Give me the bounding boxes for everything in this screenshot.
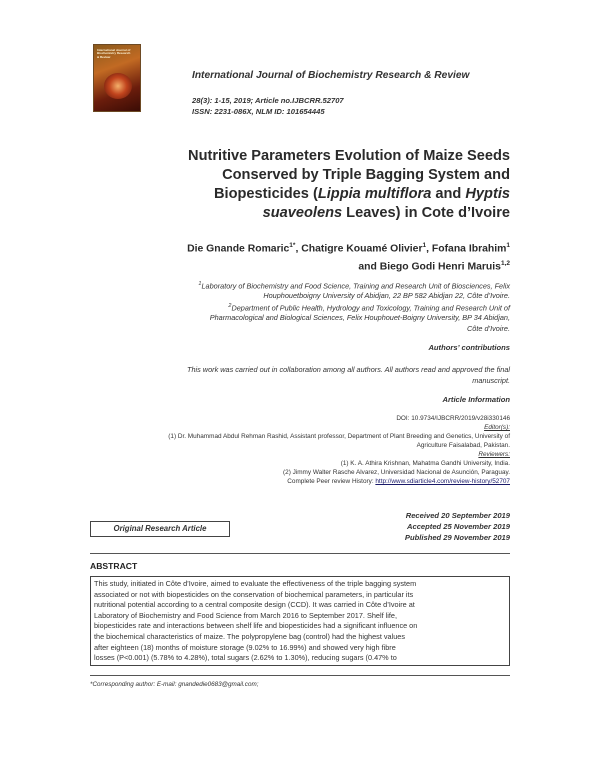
corresponding-author: *Corresponding author: E-mail: gnandedie0683@gmail.com;: [90, 681, 259, 688]
journal-name: International Journal of Biochemistry Research & Review: [192, 70, 470, 81]
abstract-box: [90, 576, 510, 666]
abstract-line: after eighteen (18) months of moisture storage (9.02% to 16.99%) and showed very high fibre: [94, 642, 396, 652]
cover-title-line: International Journal of: [97, 48, 131, 52]
received-date: Received 20 September 2019: [405, 511, 510, 520]
editors-label: Editor(s):: [484, 424, 510, 431]
accepted-date: Accepted 25 November 2019: [407, 522, 510, 531]
journal-cover-image: [93, 44, 141, 112]
doi: DOI: 10.9734/IJBCRR/2019/v28i330146: [396, 415, 510, 422]
contributions-line: manuscript.: [472, 376, 510, 385]
article-info-heading: Article Information: [442, 395, 510, 404]
contributions-line: This work was carried out in collaboration among all authors. All authors read and approved the final: [187, 365, 510, 374]
affiliation-2: $^2$Department of Public Health, Hydrology and Toxicology, Training and Research Unit of: [228, 303, 510, 313]
review-history: [70, 477, 510, 486]
author-list: [90, 239, 510, 275]
review-history-label: Complete Peer review History:: [287, 478, 376, 485]
footnote-divider: [90, 675, 510, 676]
paper-title: [130, 147, 510, 223]
article-type-box: Original Research Article: [90, 521, 230, 537]
affiliation-1-cont: Houphouetboigny University of Abidjan, 22 BP 582 Abidjan 22, Côte d’Ivoire.: [263, 291, 510, 300]
title-line-3: Biopesticides (Lippia multiflora and Hyptis: [214, 186, 510, 202]
affiliation-1: $^1$Laboratory of Biochemistry and Food Science, Training and Research Unit of Biosciences, Felix: [198, 281, 510, 291]
abstract-line: nutritional potential according to a central composite design (CCD). It was carried in Côte d’Ivoire at: [94, 600, 415, 610]
abstract-line: [94, 664, 506, 666]
title-line: Nutritive Parameters Evolution of Maize Seeds: [188, 148, 510, 164]
abstract-heading: ABSTRACT: [90, 561, 138, 571]
author-line-2: and Biego Godi Henri Maruis$^{1,2}$: [358, 259, 510, 273]
contributions-heading: Authors’ contributions: [428, 343, 510, 352]
cover-artwork: [104, 73, 132, 99]
title-line: Conserved by Triple Bagging System and: [222, 167, 510, 183]
abstract-line: associated or not with biopesticides on the conservation of biochemical parameters, in particular its: [94, 589, 414, 599]
contributions-text: [90, 364, 510, 386]
author-line-1: Die Gnande Romaric$^{1*}$, Chatigre Kouamé Olivier$^1$, Fofana Ibrahim$^1$: [187, 242, 510, 255]
review-history-link[interactable]: http://www.sdiarticle4.com/review-history/52707: [375, 478, 510, 485]
affiliation-2-cont: Pharmacological and Biological Sciences, Felix Houphouet-Boigny University, BP 34 Abidjan,: [209, 313, 510, 322]
abstract-line: This study, initiated in Côte d’Ivoire, aimed to evaluate the effectiveness of the triple bagging system: [94, 579, 417, 588]
cover-title-line: & Review: [97, 54, 111, 59]
issn-line: ISSN: 2231-086X, NLM ID: 101654445: [192, 107, 325, 116]
cover-title-line: Biochemistry Research: [97, 51, 131, 56]
reviewer-1: (1) K. A. Athira Krishnan, Mahatma Gandhi University, India.: [340, 460, 510, 467]
title-line-4: suaveolens Leaves) in Cote d’Ivoire: [262, 205, 510, 221]
reviewer-2: (2) Jimmy Walter Rasche Alvarez, Universidad Nacional de Asunción, Paraguay.: [283, 469, 510, 476]
abstract-line: losses (P<0.001) (5.78% to 4.28%), total sugars (2.62% to 1.30%), reducing sugars (0.47% to: [94, 653, 397, 663]
section-divider: [90, 553, 510, 554]
cover-title: [97, 49, 137, 59]
abstract-line: biopesticides rate and interactions between shelf life and biopesticides had a significant influence on: [94, 621, 418, 631]
citation-line: 28(3): 1-15, 2019; Article no.IJBCRR.52707: [192, 96, 344, 105]
editor-1: (1) Dr. Muhammad Abdul Rehman Rashid, Assistant professor, Department of Plant Breeding and Genetics, University of: [168, 433, 510, 440]
reviewers-label: Reviewers:: [478, 451, 510, 458]
abstract-line: Laboratory of Biochemistry and Food Science from March 2016 to September 2017. Shelf life,: [94, 610, 397, 620]
affiliation-2-end: Côte d’Ivoire.: [467, 324, 510, 333]
published-date: Published 29 November 2019: [404, 533, 510, 542]
abstract-line: the biochemical characteristics of maize. The polypropylene bag (control) had the highest values: [94, 631, 405, 641]
editor-1-cont: Agriculture Faisalabad, Pakistan.: [416, 442, 510, 449]
